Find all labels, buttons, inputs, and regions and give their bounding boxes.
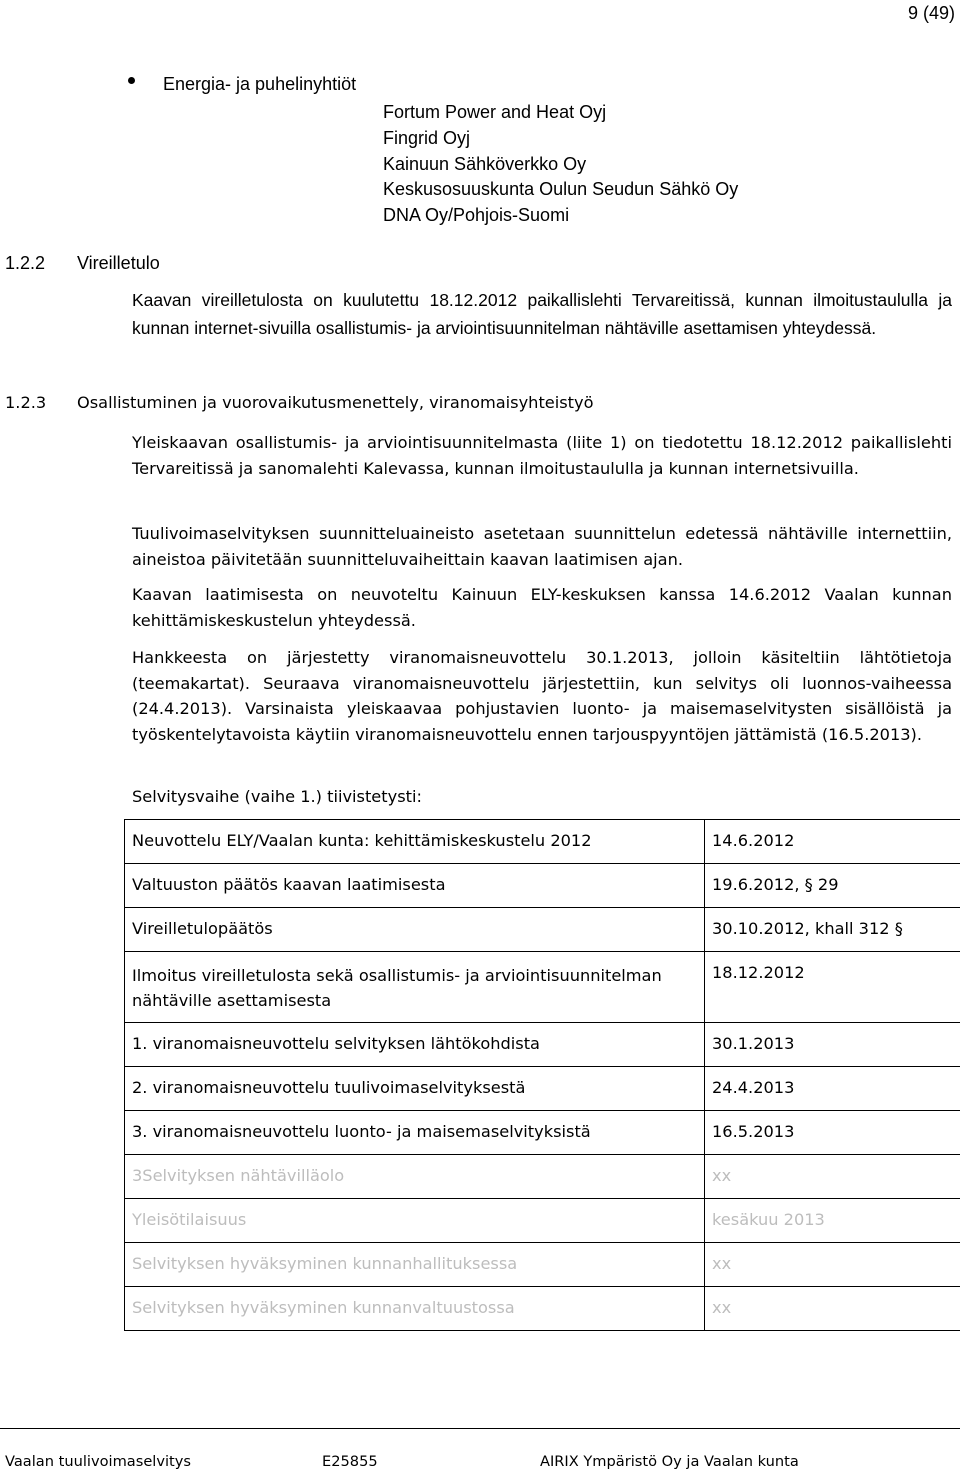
bullet-dot — [128, 77, 135, 84]
company-item: Fortum Power and Heat Oyj — [383, 102, 607, 122]
table-row — [125, 1155, 960, 1199]
row-value: 24.4.2013 — [705, 1067, 960, 1111]
row-label: Yleisötilaisuus — [125, 1199, 705, 1243]
row-label: 3. viranomaisneuvottelu luonto- ja maisemaselvityksistä — [125, 1111, 705, 1155]
table-caption: Selvitysvaihe (vaihe 1.) tiivistetysti: — [132, 787, 422, 806]
table-row — [125, 820, 960, 864]
row-label: Vireilletulopäätös — [125, 908, 705, 952]
footer-center: E25855 — [322, 1453, 378, 1470]
table-row — [125, 1067, 960, 1111]
row-value: xx — [705, 1155, 960, 1199]
row-label: 2. viranomaisneuvottelu tuulivoimaselvityksestä — [125, 1067, 705, 1111]
row-value: xx — [705, 1243, 960, 1287]
table-row — [125, 864, 960, 908]
row-label: Valtuuston päätös kaavan laatimisesta — [125, 864, 705, 908]
section-number: 1.2.3 — [5, 393, 47, 412]
footer-left: Vaalan tuulivoimaselvitys — [5, 1453, 192, 1470]
company-item: DNA Oy/Pohjois-Suomi — [383, 205, 570, 226]
table-row — [125, 1111, 960, 1155]
row-value: 16.5.2013 — [705, 1111, 960, 1155]
schedule-table — [124, 819, 960, 1331]
paragraph: Hankkeesta on järjestetty viranomaisneuvottelu 30.1.2013, jolloin käsiteltiin lähtötietoja (teemakartat). Seuraava viranomaisneuvottelu järjestettiin, kun selvitys oli luonnos-vaiheessa (24.4.2013). Varsinaista yleiskaavaa pohjustavien luonto- ja maisemaselvitysten sisällöistä ja työskentelytavoista käytiin viranomaisneuvottelu ennen tarjouspyyntöjen jättämistä (16.5.2013). — [132, 648, 952, 744]
row-value: 30.10.2012, khall 312 § — [705, 908, 960, 952]
row-value: 14.6.2012 — [705, 820, 960, 864]
company-item: Kainuun Sähköverkko Oy — [383, 153, 587, 174]
table-row — [125, 1023, 960, 1067]
paragraph: Kaavan laatimisesta on neuvoteltu Kainuun ELY-keskuksen kanssa 14.6.2012 Vaalan kunnan kehittämiskeskustelun yhteydessä. — [132, 585, 952, 630]
section-paragraph: Kaavan vireilletulosta on kuulutettu 18.12.2012 paikallislehti Tervareitissä, kunnan ilmoitustaululla ja kunnan internet-sivuilla osallistumis- ja arviointisuunnitelman nähtäville asettamisen yhteydessä. — [132, 290, 952, 338]
row-label: Selvityksen hyväksyminen kunnanvaltuustossa — [125, 1287, 705, 1331]
company-list — [383, 100, 738, 229]
row-value: 18.12.2012 — [705, 952, 960, 1023]
row-label: 3Selvityksen nähtävilläolo — [125, 1155, 705, 1199]
row-label: Neuvottelu ELY/Vaalan kunta: kehittämiskeskustelu 2012 — [125, 820, 705, 864]
table-row — [125, 908, 960, 952]
footer-rule — [0, 1428, 960, 1429]
page-number: 9 (49) — [908, 3, 956, 23]
footer-right: AIRIX Ympäristö Oy ja Vaalan kunta — [540, 1453, 799, 1470]
row-label: 1. viranomaisneuvottelu selvityksen lähtökohdista — [125, 1023, 705, 1067]
company-item: Fingrid Oyj — [383, 127, 471, 148]
table-row — [125, 1243, 960, 1287]
company-item: Keskusosuuskunta Oulun Seudun Sähkö Oy — [383, 179, 739, 200]
paragraph: Yleiskaavan osallistumis- ja arviointisuunnitelmasta (liite 1) on tiedotettu 18.12.2012 paikallislehti Tervareitissä ja sanomalehti Kalevassa, kunnan ilmoitustaululla ja kunnan internetsivuilla. — [132, 433, 952, 478]
row-value: xx — [705, 1287, 960, 1331]
row-value: kesäkuu 2013 — [705, 1199, 960, 1243]
row-label: Ilmoitus vireilletulosta sekä osallistumis- ja arviointisuunnitelman nähtäville asettamisesta — [125, 952, 705, 1023]
bullet-title: Energia- ja puhelinyhtiöt — [163, 74, 357, 94]
row-value: 30.1.2013 — [705, 1023, 960, 1067]
section-number: 1.2.2 — [5, 253, 46, 273]
row-value: 19.6.2012, § 29 — [705, 864, 960, 908]
section-title: Vireilletulo — [77, 253, 160, 273]
table-row — [125, 952, 960, 1023]
section-title: Osallistuminen ja vuorovaikutusmenettely, viranomaisyhteistyö — [77, 393, 594, 412]
table-row — [125, 1199, 960, 1243]
row-label: Selvityksen hyväksyminen kunnanhallituksessa — [125, 1243, 705, 1287]
table-row — [125, 1287, 960, 1331]
paragraph: Tuulivoimaselvityksen suunnitteluaineisto asetetaan suunnittelun edetessä nähtäville internettiin, aineistoa päivitetään suunnitteluvaiheittain kaavan laatimisen ajan. — [132, 524, 952, 569]
